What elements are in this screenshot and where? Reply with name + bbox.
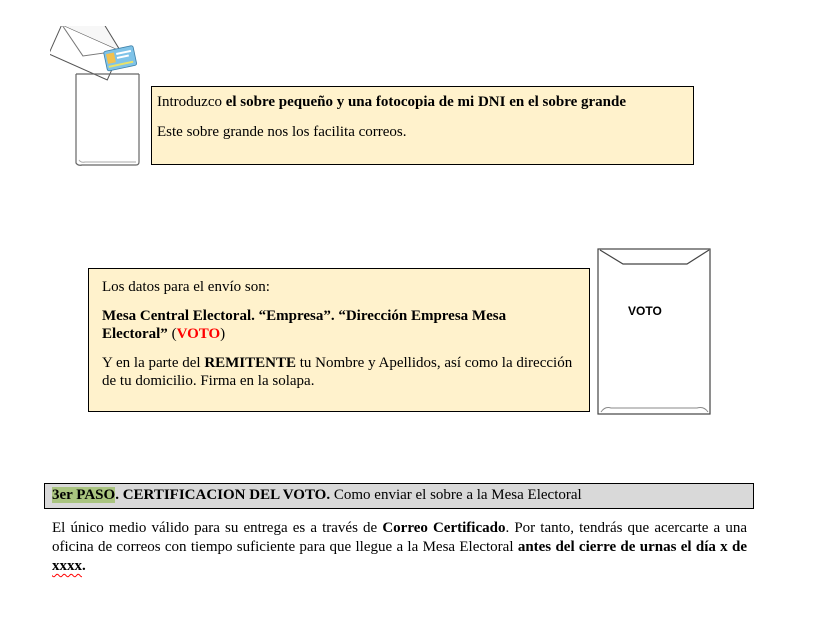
voto-red-label: VOTO [176,326,221,342]
note2-recipient: Mesa Central Electoral. “Empresa”. “Dirección Empresa Mesa Electoral” (VOTO) [102,308,507,342]
voto-envelope [597,248,712,416]
note2-sender: Y en la parte del REMITENTE tu Nombre y Apellidos, así como la dirección de tu domicilio. Firma en la solapa. [102,355,573,389]
step-header: 3er PASO. CERTIFICACION DEL VOTO. Como enviar el sobre a la Mesa Electoral [44,483,754,509]
step-label-highlight: 3er PASO [52,487,116,503]
envelope-label: VOTO [628,304,662,318]
delivery-paragraph: El único medio válido para su entrega es a través de Correo Certificado. Por tanto, tendrás que acercarte a una oficina de correos con tiempo suficiente para que llegue a la Mesa Electoral antes del cierre de urnas el día x de xxxx. [52,520,747,574]
date-placeholder: xxxx [52,558,82,574]
instruction-note-2 [88,268,590,412]
note2-line1: Los datos para el envío son: [102,279,270,295]
envelope-icon [597,248,712,416]
ballot-box-illustration [50,26,145,168]
instruction-note-1 [151,86,694,165]
note1-line2: Este sobre grande nos los facilita correos. [157,124,407,140]
note1-line1: Introduzco el sobre pequeño y una fotocopia de mi DNI en el sobre grande [157,94,627,110]
